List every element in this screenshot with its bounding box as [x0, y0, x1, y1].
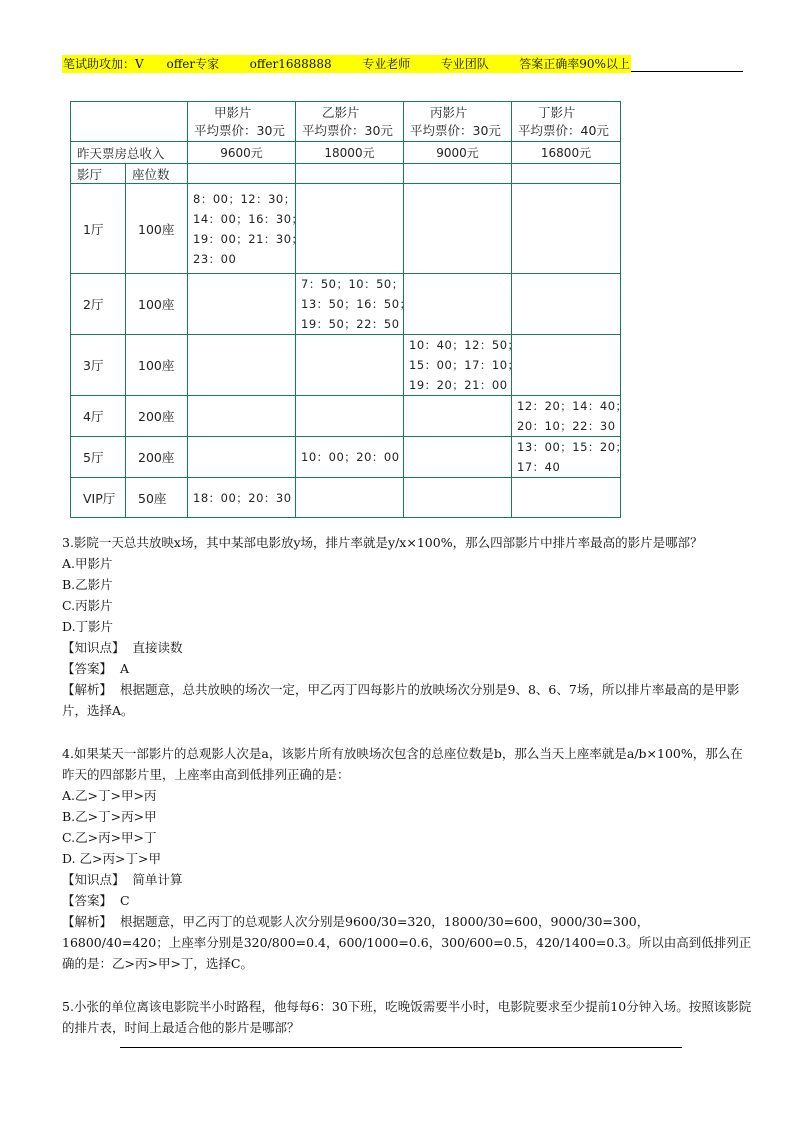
showtime-line: 23：00	[193, 251, 237, 266]
film-header	[404, 102, 512, 142]
option: A.甲影片	[62, 556, 113, 571]
film-header	[188, 102, 296, 142]
hall-seats: 200座	[126, 396, 188, 437]
option: D.丁影片	[62, 619, 114, 634]
option: B.乙>丁>丙>甲	[62, 809, 157, 824]
film-name: 甲影片	[214, 104, 252, 120]
film-price: 平均票价：30元	[410, 122, 501, 138]
film-name: 丙影片	[430, 104, 468, 120]
schedule-table	[70, 101, 628, 518]
showtime-cell	[512, 437, 628, 478]
empty-cell	[512, 274, 621, 335]
film-price: 平均票价：30元	[194, 122, 285, 138]
revenue-value: 9600元	[188, 142, 296, 164]
knowledge-point: 【知识点】 简单计算	[62, 872, 183, 887]
showtime-line: 20：10；22：30	[517, 419, 616, 433]
empty-cell	[404, 478, 512, 518]
revenue-value: 16800元	[512, 142, 621, 164]
empty-cell	[296, 335, 404, 396]
empty-cell	[512, 478, 621, 518]
revenue-value: 18000元	[296, 142, 404, 164]
showtime-line: 10：00；20：00	[301, 450, 400, 464]
question-5	[62, 996, 752, 1038]
hall-name: 5厅	[71, 437, 126, 478]
showtime-line: 17：40	[517, 460, 561, 474]
option: A.乙>丁>甲>丙	[62, 788, 157, 803]
showtime-line: 18：00；20：30	[193, 490, 292, 505]
showtime-cell	[188, 184, 304, 274]
film-name: 丁影片	[538, 104, 576, 120]
revenue-label: 昨天票房总收入	[71, 142, 188, 164]
empty-cell	[296, 184, 404, 274]
question-stem: 4.如果某天一部影片的总观影人次是a，该影片所有放映场次包含的总座位数是b，那么当天上座率就是a/b×100%，那么在昨天的四部影片里，上座率由高到低排列正确的是：	[62, 746, 743, 782]
showtime-cell	[512, 396, 628, 437]
showtime-cell	[296, 274, 412, 335]
hall-row	[71, 335, 621, 396]
hall-row	[71, 396, 621, 437]
empty-cell	[296, 164, 404, 184]
showtime-line: 7：50；10：50；	[301, 277, 404, 291]
option: C.丙影片	[62, 598, 113, 613]
hall-col-header: 影厅	[71, 164, 126, 184]
empty-cell	[188, 335, 296, 396]
hall-row	[71, 274, 621, 335]
showtime-line: 19：00；21：30；	[193, 231, 304, 246]
hall-seats: 100座	[126, 184, 188, 274]
showtime-line: 14：00；16：30；	[193, 211, 304, 226]
empty-cell	[188, 274, 296, 335]
hall-row	[71, 184, 621, 274]
analysis: 【解析】 根据题意，甲乙丙丁的总观影人次分别是9600/30=320，18000/30=600，9000/30=300，16800/40=420；上座率分别是320/800=0.4，600/1000=0.6，300/600=0.5，420/1400=0.3。所以由高到低排列正确的是：乙>丙>甲>丁，选择C。	[62, 914, 752, 971]
hall-seats: 100座	[126, 274, 188, 335]
hall-header-row	[71, 164, 621, 184]
showtime-line: 15：00；17：10；	[409, 358, 520, 372]
showtime-line: 19：50；22：50	[301, 317, 400, 331]
header-blank	[71, 102, 188, 142]
option: C.乙>丙>甲>丁	[62, 830, 157, 845]
revenue-row	[71, 142, 621, 164]
option: B.乙影片	[62, 577, 113, 592]
empty-cell	[188, 164, 296, 184]
empty-cell	[404, 396, 512, 437]
film-header	[512, 102, 621, 142]
showtime-line: 19：20；21：00	[409, 378, 508, 392]
empty-cell	[512, 335, 621, 396]
question-stem: 5.小张的单位离该电影院半小时路程，他每每6：30下班，吃晚饭需要半小时，电影院要求至少提前10分钟入场。按照该影院的排片表，时间上最适合他的影片是哪部？	[62, 999, 752, 1035]
hall-seats: 50座	[126, 478, 188, 518]
showtime-line: 12：20；14：40；	[517, 399, 628, 413]
hall-name: 4厅	[71, 396, 126, 437]
footer-divider	[120, 1047, 682, 1048]
showtime-line: 10：40；12：50；	[409, 338, 520, 352]
banner-underline	[631, 57, 743, 72]
empty-cell	[404, 184, 512, 274]
knowledge-point: 【知识点】 直接读数	[62, 640, 183, 655]
hall-name: 2厅	[71, 274, 126, 335]
hall-seats: 100座	[126, 335, 188, 396]
film-header	[296, 102, 404, 142]
hall-name: 1厅	[71, 184, 126, 274]
analysis: 【解析】 根据题意，总共放映的场次一定，甲乙丙丁四每影片的放映场次分别是9、8、6、7场，所以排片率最高的是甲影片，选择A。	[62, 682, 740, 718]
promo-banner-text: 笔试助攻加：V offer专家 offer1688888 专业老师 专业团队 答案正确率90%以上	[63, 57, 630, 71]
empty-cell	[512, 184, 621, 274]
empty-cell	[404, 164, 512, 184]
answer: 【答案】 A	[62, 661, 130, 676]
hall-name: VIP厅	[71, 478, 126, 518]
empty-cell	[296, 478, 404, 518]
film-name: 乙影片	[322, 104, 360, 120]
film-price: 平均票价：30元	[302, 122, 393, 138]
question-stem: 3.影院一天总共放映x场，其中某部电影放y场，排片率就是y/x×100%，那么四部影片中排片率最高的影片是哪部？	[62, 535, 703, 550]
hall-name: 3厅	[71, 335, 126, 396]
empty-cell	[188, 437, 296, 478]
showtime-line: 8：00；12：30；	[193, 191, 296, 206]
hall-row	[71, 437, 621, 478]
hall-seats: 200座	[126, 437, 188, 478]
empty-cell	[296, 396, 404, 437]
showtime-cell	[404, 335, 520, 396]
showtime-cell	[296, 437, 404, 478]
revenue-value: 9000元	[404, 142, 512, 164]
empty-cell	[404, 274, 512, 335]
showtime-line: 13：50；16：50；	[301, 297, 412, 311]
showtime-line: 13：00；15：20；	[517, 440, 628, 454]
empty-cell	[512, 164, 621, 184]
empty-cell	[188, 396, 296, 437]
option: D. 乙>丙>丁>甲	[62, 851, 161, 866]
seat-col-header: 座位数	[126, 164, 188, 184]
hall-row	[71, 478, 621, 518]
question-3	[62, 532, 752, 721]
showtime-cell	[188, 478, 296, 518]
promo-banner	[62, 55, 743, 73]
table-header-row	[71, 102, 621, 142]
question-4	[62, 743, 752, 974]
empty-cell	[404, 437, 512, 478]
film-price: 平均票价：40元	[518, 122, 609, 138]
answer: 【答案】 C	[62, 893, 130, 908]
